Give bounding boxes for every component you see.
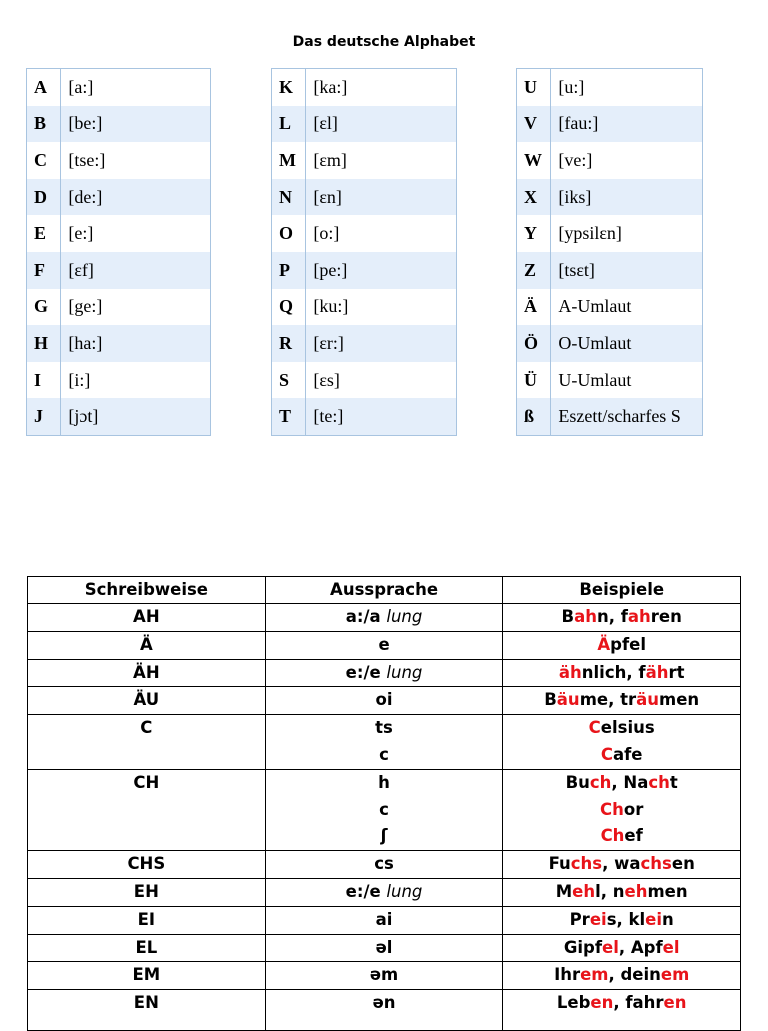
pronunciation-line: [266, 742, 503, 769]
spelling-text: EM: [132, 965, 161, 985]
example-highlight: Ä: [597, 634, 611, 654]
example-text: , wa: [602, 854, 641, 874]
example-text: ef: [624, 826, 643, 846]
example-text: n: [662, 909, 674, 929]
pronunciation-cell: [265, 687, 503, 715]
spelling-text: AH: [133, 607, 160, 626]
pronunciation-sound: e:/e: [345, 662, 387, 682]
pronunciation-line: [266, 907, 503, 934]
alphabet-letter: J: [27, 398, 61, 435]
pronunciation-sound: c: [379, 744, 389, 764]
pronunciation-note: lung: [386, 881, 423, 901]
alphabet-row: [272, 142, 457, 179]
alphabet-pronunciation: [ha:]: [61, 325, 211, 362]
pronunciation-line: [266, 851, 503, 878]
examples-cell: [503, 878, 741, 906]
alphabet-row: [27, 215, 211, 252]
spelling-text: ÄU: [133, 690, 160, 710]
alphabet-row: [27, 69, 211, 106]
alphabet-pronunciation: [fau:]: [551, 106, 703, 143]
examples-cell: [503, 934, 741, 962]
example-text: Bu: [565, 772, 590, 792]
pronunciation-sound: e:/e: [345, 881, 387, 901]
alphabet-letter: L: [272, 106, 306, 143]
example-text: , Apf: [618, 937, 663, 957]
alphabet-letter: Y: [517, 215, 551, 252]
alphabet-letter: T: [272, 398, 306, 435]
example-line: [503, 935, 740, 962]
alphabet-pronunciation: O-Umlaut: [551, 325, 703, 362]
alphabet-pronunciation: [o:]: [313, 223, 340, 244]
example-line: [503, 962, 740, 989]
alphabet-row: [27, 106, 211, 143]
examples-cell: [503, 631, 741, 659]
pronunciation-cell: [265, 631, 503, 659]
header-pronunciation: Aussprache: [265, 577, 503, 604]
alphabet-pronunciation: [de:]: [61, 179, 211, 216]
example-text: n, f: [596, 607, 628, 626]
pronunciation-cell: [265, 990, 503, 1031]
pronunciation-cell: [265, 851, 503, 879]
example-line: [503, 823, 740, 850]
pronunciation-line: [266, 604, 503, 631]
alphabet-pronunciation: [ɛm]: [313, 149, 347, 170]
example-text: , Na: [611, 772, 649, 792]
alphabet-row: [517, 142, 703, 179]
pronunciation-line: [266, 935, 503, 962]
example-line: [503, 604, 740, 631]
example-text: ren: [650, 607, 682, 626]
pronunciation-cell: [265, 715, 503, 770]
example-text: Pr: [569, 909, 590, 929]
pronunciation-line: [266, 879, 503, 906]
pronunciation-cell: [265, 769, 503, 850]
example-text: me, tr: [579, 690, 637, 710]
alphabet-table-2: [271, 68, 457, 436]
alphabet-table-3: [516, 68, 703, 436]
pronunciation-cell: [265, 906, 503, 934]
alphabet-pronunciation: [i:]: [68, 369, 91, 390]
alphabet-letter: X: [517, 179, 551, 216]
table-row: [28, 906, 741, 934]
example-highlight: en: [663, 993, 687, 1013]
example-line: [503, 797, 740, 824]
pronunciation-line: [266, 770, 503, 797]
alphabet-row: [27, 289, 211, 326]
example-highlight: el: [662, 937, 680, 957]
example-text: afe: [612, 744, 643, 764]
alphabet-row: [517, 289, 703, 326]
pronunciation-cell: [265, 878, 503, 906]
spelling-cell: [28, 659, 266, 687]
alphabet-pronunciation: [ka:]: [313, 76, 348, 97]
examples-cell: [503, 687, 741, 715]
alphabet-pronunciation: [ɛf]: [61, 252, 211, 289]
alphabet-row: [27, 252, 211, 289]
alphabet-letter: E: [27, 215, 61, 252]
example-line: [503, 907, 740, 934]
pronunciation-line: [266, 797, 503, 824]
alphabet-row: [27, 142, 211, 179]
example-text: elsius: [600, 718, 655, 738]
alphabet-pronunciation: [ɛn]: [306, 179, 457, 216]
page-title: Das deutsche Alphabet: [292, 34, 476, 50]
example-text: M: [555, 881, 573, 901]
example-highlight: äu: [636, 690, 659, 710]
example-line: [503, 879, 740, 906]
pronunciation-sound: ts: [375, 718, 393, 738]
examples-cell: [503, 851, 741, 879]
example-highlight: C: [600, 744, 613, 764]
table-row: [28, 990, 741, 1031]
pronunciation-note: lung: [386, 662, 423, 682]
example-highlight: äh: [558, 662, 582, 682]
spelling-text: Ä: [139, 634, 153, 654]
table-row: [28, 878, 741, 906]
pronunciation-note: lung: [386, 607, 423, 626]
alphabet-letter: Ä: [517, 289, 551, 326]
alphabet-pronunciation: [te:]: [306, 398, 457, 435]
example-text: Fu: [548, 854, 571, 874]
alphabet-pronunciation: [a:]: [68, 76, 94, 97]
alphabet-letter: Ü: [517, 362, 551, 399]
spelling-cell: [28, 878, 266, 906]
example-highlight: ah: [627, 607, 651, 626]
pronunciation-cell: [265, 659, 503, 687]
alphabet-row: [517, 362, 703, 399]
spelling-text: EL: [135, 937, 158, 957]
spelling-text: CH: [133, 772, 160, 792]
pronunciation-cell: [265, 962, 503, 990]
pronunciation-table: [27, 576, 741, 1031]
example-text: Gipf: [563, 937, 603, 957]
alphabet-row: [517, 215, 703, 252]
pronunciation-cell: [265, 604, 503, 632]
alphabet-letter: K: [272, 69, 306, 106]
alphabet-row: [272, 215, 457, 252]
example-line: [503, 632, 740, 659]
alphabet-pronunciation: [be:]: [61, 106, 211, 143]
example-highlight: äu: [556, 690, 580, 710]
alphabet-row: [272, 398, 457, 435]
example-text: men: [659, 690, 700, 710]
table-row: [28, 934, 741, 962]
example-text: pfel: [610, 634, 646, 654]
alphabet-pronunciation: [ɛl]: [306, 106, 457, 143]
pronunciation-sound: oi: [375, 690, 393, 710]
example-text: t: [669, 772, 678, 792]
example-line: [503, 742, 740, 769]
alphabet-letter: F: [27, 252, 61, 289]
example-highlight: ah: [574, 607, 597, 626]
example-text: s, kl: [606, 909, 646, 929]
pronunciation-sound: əl: [375, 937, 393, 957]
alphabet-letter: D: [27, 179, 61, 216]
alphabet-letter: V: [517, 106, 551, 143]
pronunciation-sound: c: [379, 799, 389, 819]
pronunciation-sound: əm: [369, 965, 399, 985]
spelling-text: EH: [133, 881, 159, 901]
alphabet-letter: M: [272, 142, 306, 179]
header-examples: Beispiele: [503, 577, 741, 604]
alphabet-row: [27, 362, 211, 399]
spelling-cell: [28, 851, 266, 879]
example-text: en: [671, 854, 695, 874]
alphabet-row: [517, 69, 703, 106]
spelling-cell: [28, 906, 266, 934]
example-text: B: [561, 607, 575, 626]
table-row: [28, 687, 741, 715]
alphabet-row: [272, 106, 457, 143]
example-line: [503, 687, 740, 714]
alphabet-letter: P: [272, 252, 306, 289]
example-text: or: [623, 799, 644, 819]
alphabet-row: [272, 289, 457, 326]
example-highlight: eh: [572, 881, 596, 901]
alphabet-pronunciation: [ypsilɛn]: [558, 223, 622, 244]
examples-cell: [503, 769, 741, 850]
alphabet-pronunciation: U-Umlaut: [558, 369, 632, 390]
pronunciation-line: [266, 823, 503, 850]
spelling-text: ÄH: [133, 662, 160, 682]
alphabet-letter: H: [27, 325, 61, 362]
alphabet-pronunciation: [tsɛt]: [551, 252, 703, 289]
examples-cell: [503, 659, 741, 687]
examples-cell: [503, 990, 741, 1031]
alphabet-letter: B: [27, 106, 61, 143]
alphabet-pronunciation: [iks]: [551, 179, 703, 216]
alphabet-pronunciation: [e:]: [68, 223, 94, 244]
table-header-row: [28, 577, 741, 604]
alphabet-letter: W: [517, 142, 551, 179]
table-row: [28, 769, 741, 850]
pronunciation-line: [266, 660, 503, 687]
alphabet-pronunciation: [ɛs]: [313, 369, 340, 390]
spelling-cell: [28, 934, 266, 962]
spelling-cell: [28, 962, 266, 990]
example-highlight: em: [580, 965, 609, 985]
example-text: rt: [668, 662, 685, 682]
alphabet-table-1: [26, 68, 211, 436]
alphabet-letter: Ö: [517, 325, 551, 362]
examples-cell: [503, 962, 741, 990]
pronunciation-line: [266, 990, 503, 1017]
header-spelling: Schreibweise: [28, 577, 266, 604]
spelling-cell: [28, 769, 266, 850]
alphabet-row: [517, 106, 703, 143]
table-row: [28, 659, 741, 687]
alphabet-letter: U: [517, 69, 551, 106]
spelling-text: EN: [133, 993, 159, 1013]
example-text: men: [647, 881, 688, 901]
alphabet-row: [272, 69, 457, 106]
example-line: [503, 851, 740, 878]
alphabet-pronunciation: [ge:]: [68, 296, 103, 317]
pronunciation-sound: ʃ: [380, 826, 388, 846]
pronunciation-sound: h: [378, 772, 390, 792]
examples-cell: [503, 906, 741, 934]
alphabet-letter: Q: [272, 289, 306, 326]
alphabet-pronunciation: [jɔt]: [61, 398, 211, 435]
alphabet-pronunciation: [u:]: [558, 76, 585, 97]
spelling-cell: [28, 990, 266, 1031]
alphabet-letter: Z: [517, 252, 551, 289]
example-text: l, n: [595, 881, 625, 901]
example-highlight: ei: [589, 909, 607, 929]
example-highlight: el: [602, 937, 619, 957]
alphabet-row: [27, 325, 211, 362]
example-highlight: em: [660, 965, 690, 985]
spelling-cell: [28, 687, 266, 715]
pronunciation-sound: ai: [375, 909, 393, 929]
pronunciation-sound: cs: [374, 854, 394, 874]
alphabet-pronunciation: [ve:]: [558, 149, 593, 170]
alphabet-letter: ß: [517, 398, 551, 435]
example-text: Ihr: [554, 965, 581, 985]
example-highlight: Ch: [600, 826, 625, 846]
pronunciation-line: [266, 715, 503, 742]
alphabet-pronunciation: [ɛr:]: [306, 325, 457, 362]
example-highlight: chs: [570, 854, 603, 874]
pronunciation-sound: a:/a: [345, 607, 387, 626]
example-line: [503, 660, 740, 687]
example-text: Leb: [556, 993, 591, 1013]
example-line: [503, 715, 740, 742]
spelling-text: C: [140, 718, 153, 738]
spelling-text: CHS: [127, 854, 166, 874]
alphabet-row: [272, 252, 457, 289]
table-row: [28, 851, 741, 879]
example-highlight: ch: [648, 772, 670, 792]
alphabet-pronunciation: [tse:]: [68, 149, 106, 170]
table-row: [28, 604, 741, 632]
table-row: [28, 962, 741, 990]
alphabet-letter: N: [272, 179, 306, 216]
examples-cell: [503, 604, 741, 632]
alphabet-letter: C: [27, 142, 61, 179]
example-text: nlich, f: [581, 662, 646, 682]
alphabet-letter: I: [27, 362, 61, 399]
pronunciation-sound: ən: [372, 993, 396, 1013]
spelling-cell: [28, 604, 266, 632]
example-line: [503, 770, 740, 797]
example-text: , dein: [608, 965, 661, 985]
alphabet-row: [517, 252, 703, 289]
example-line: [503, 990, 740, 1017]
example-highlight: chs: [640, 854, 672, 874]
spelling-cell: [28, 631, 266, 659]
alphabet-row: [517, 179, 703, 216]
pronunciation-line: [266, 687, 503, 714]
example-highlight: ch: [589, 772, 612, 792]
example-highlight: C: [588, 718, 601, 738]
example-text: , fahr: [613, 993, 664, 1013]
alphabet-row: [27, 398, 211, 435]
alphabet-letter: G: [27, 289, 61, 326]
table-row: [28, 631, 741, 659]
example-highlight: Ch: [600, 799, 624, 819]
pronunciation-sound: e: [378, 634, 390, 654]
example-text: B: [544, 690, 557, 710]
alphabet-pronunciation: A-Umlaut: [558, 296, 632, 317]
pronunciation-cell: [265, 934, 503, 962]
alphabet-row: [272, 325, 457, 362]
example-highlight: eh: [624, 881, 648, 901]
alphabet-letter: O: [272, 215, 306, 252]
pronunciation-line: [266, 632, 503, 659]
spelling-text: EI: [137, 909, 156, 929]
alphabet-letter: R: [272, 325, 306, 362]
alphabet-row: [27, 179, 211, 216]
table-row: [28, 715, 741, 770]
alphabet-row: [517, 398, 703, 435]
example-highlight: en: [590, 993, 614, 1013]
alphabet-letter: S: [272, 362, 306, 399]
alphabet-row: [272, 179, 457, 216]
example-highlight: äh: [645, 662, 669, 682]
alphabet-pronunciation: Eszett/scharfes S: [551, 398, 703, 435]
spelling-cell: [28, 715, 266, 770]
alphabet-pronunciation: [pe:]: [306, 252, 457, 289]
pronunciation-line: [266, 962, 503, 989]
examples-cell: [503, 715, 741, 770]
alphabet-row: [272, 362, 457, 399]
alphabet-pronunciation: [ku:]: [313, 296, 349, 317]
alphabet-letter: A: [27, 69, 61, 106]
example-highlight: ei: [645, 909, 663, 929]
alphabet-row: [517, 325, 703, 362]
